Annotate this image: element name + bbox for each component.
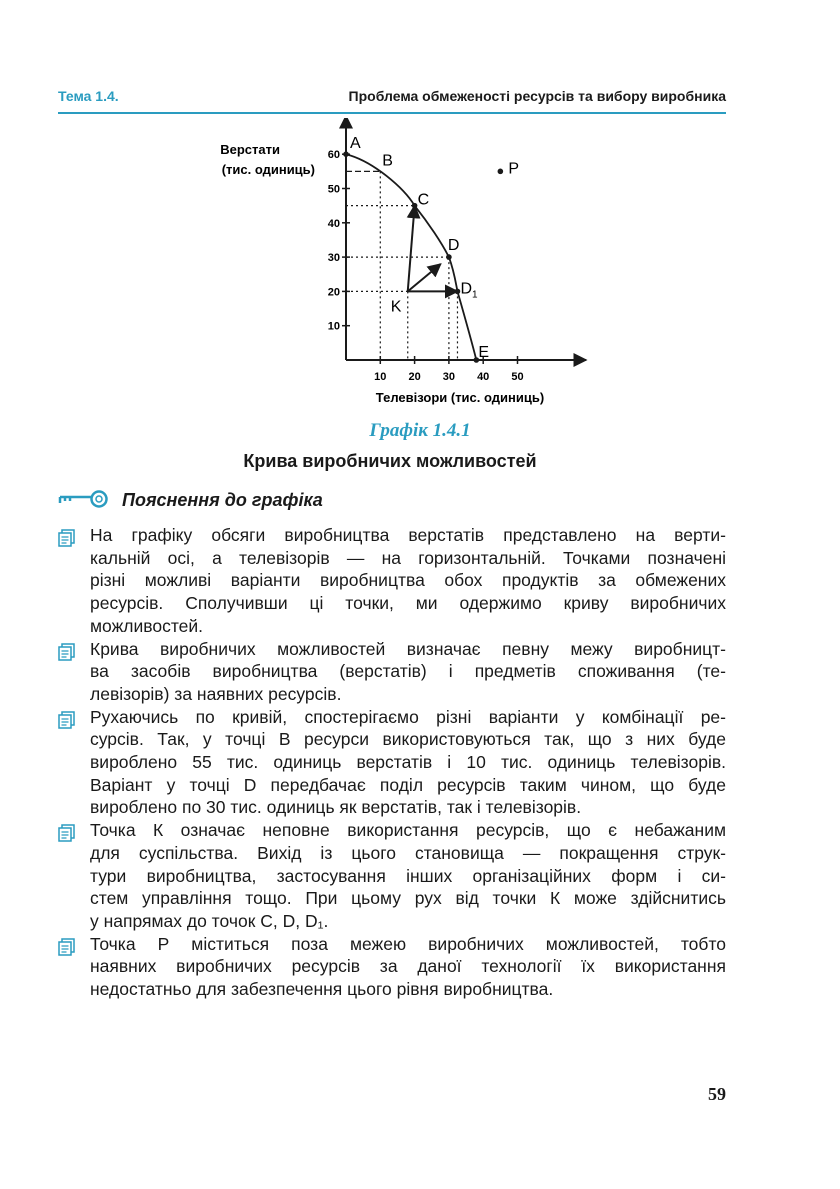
paragraph-line: ва засобів виробництва (верстатів) і предметів споживання (те- bbox=[90, 661, 726, 682]
label-b: B bbox=[382, 152, 393, 170]
paragraph-line: Крива виробничих можливостей визначає певну межу виробницт- bbox=[90, 638, 726, 659]
topic-label: Тема 1.4. bbox=[58, 88, 119, 104]
note-icon bbox=[58, 938, 76, 961]
production-possibilities-chart bbox=[180, 118, 600, 410]
paragraph-item bbox=[58, 706, 726, 820]
x-tick-label: 10 bbox=[374, 371, 387, 383]
paragraph-line: стем управління тощо. При цьому рух від точки К може здійснитись bbox=[90, 888, 726, 909]
running-header bbox=[58, 88, 726, 114]
figure-title: Крива виробничих можливостей bbox=[243, 451, 537, 471]
label-c: C bbox=[417, 191, 430, 209]
paragraph-item bbox=[58, 819, 726, 933]
paragraph-line: ресурсів. Сполучивши ці точки, ми одержимо криву виробничих bbox=[90, 593, 726, 614]
paragraph-line: недостатньо для забезпечення цього рівня виробництва. bbox=[90, 979, 554, 1000]
x-tick-label: 30 bbox=[442, 371, 456, 383]
figure-caption: Графік 1.4.1 bbox=[369, 420, 471, 441]
paragraph-line: левізорів) за наявних ресурсів. bbox=[90, 683, 342, 704]
x-tick-label: 40 bbox=[477, 371, 490, 383]
label-k: K bbox=[390, 298, 402, 316]
paragraph-line: На графіку обсяги виробництва верстатів представлено на верти- bbox=[90, 525, 726, 545]
paragraph-item bbox=[58, 933, 726, 1001]
paragraph-line: можливостей. bbox=[90, 615, 204, 636]
paragraph-line: Варіант у точці D передбачає поділ ресурсів таким чином, що буде bbox=[90, 774, 726, 795]
paragraph-line: тури виробництва, застосування інших організаційних форм і си- bbox=[90, 865, 726, 886]
y-axis-label: Верстати bbox=[220, 142, 280, 157]
paragraph-item bbox=[58, 524, 726, 638]
point-a bbox=[343, 151, 349, 157]
paragraph-line: Рухаючись по кривій, спостерігаємо різні варіанти у комбінації ре- bbox=[90, 706, 726, 727]
note-icon bbox=[58, 643, 76, 666]
x-axis-label: Телевізори (тис. одиниць) bbox=[375, 390, 545, 405]
section-title: Пояснення до графіка bbox=[122, 490, 323, 510]
point-p bbox=[498, 169, 504, 175]
paragraph-line: у напрямах до точок С, D, D₁. bbox=[90, 910, 329, 931]
paragraph-line: кальній осі, а телевізорів — на горизонтальній. Точками позначені bbox=[90, 547, 726, 568]
x-tick-label: 20 bbox=[408, 371, 421, 383]
y-tick-label: 10 bbox=[327, 320, 340, 333]
label-d1: $D_1$ bbox=[460, 280, 478, 301]
paragraph-line: наявних виробничих ресурсів за даної технології їх використання bbox=[90, 956, 726, 977]
label-e: E bbox=[478, 344, 490, 361]
point-c bbox=[412, 203, 418, 209]
point-d1 bbox=[455, 289, 461, 295]
point-d bbox=[446, 254, 452, 260]
paragraph-line: вироблено по 30 тис. одиниць як верстатів, так і телевізорів. bbox=[90, 797, 582, 818]
paragraph-line: для суспільства. Вихід із цього становища — покращення струк- bbox=[90, 842, 726, 863]
note-icon bbox=[58, 711, 76, 734]
paragraph-line: Точка К означає неповне використання ресурсів, що є небажаним bbox=[90, 820, 726, 841]
y-tick-label: 20 bbox=[327, 286, 340, 299]
arrow-to-d bbox=[408, 264, 441, 291]
explanation-list bbox=[58, 524, 726, 1001]
y-tick-label: 50 bbox=[327, 183, 340, 196]
paragraph-line: сурсів. Так, у точці В ресурси використовуються так, що з них буде bbox=[90, 729, 726, 750]
label-p: P bbox=[508, 160, 520, 178]
paragraph-line: Точка Р міститься поза межею виробничих можливостей, тобто bbox=[90, 933, 726, 954]
label-d: D bbox=[447, 237, 460, 255]
header-title: Проблема обмеженості ресурсів та вибору виробника bbox=[348, 88, 726, 104]
key-icon bbox=[58, 490, 110, 517]
label-a: A bbox=[350, 135, 361, 153]
arrow-to-c bbox=[408, 206, 415, 292]
note-icon bbox=[58, 529, 76, 552]
y-tick-label: 60 bbox=[327, 149, 340, 162]
y-tick-label: 40 bbox=[327, 217, 340, 230]
x-tick-label: 50 bbox=[511, 371, 524, 383]
paragraph-line: вироблено 55 тис. одиниць верстатів і 10 тис. одиниць телевізорів. bbox=[90, 752, 726, 773]
y-tick-label: 30 bbox=[327, 252, 340, 265]
paragraph-line: різні можливі варіанти виробництва обох продуктів за обмежених bbox=[90, 570, 726, 591]
note-icon bbox=[58, 824, 76, 847]
paragraph-item bbox=[58, 638, 726, 706]
y-axis-label: (тис. одиниць) bbox=[221, 162, 315, 177]
page-number: 59 bbox=[708, 1084, 726, 1104]
